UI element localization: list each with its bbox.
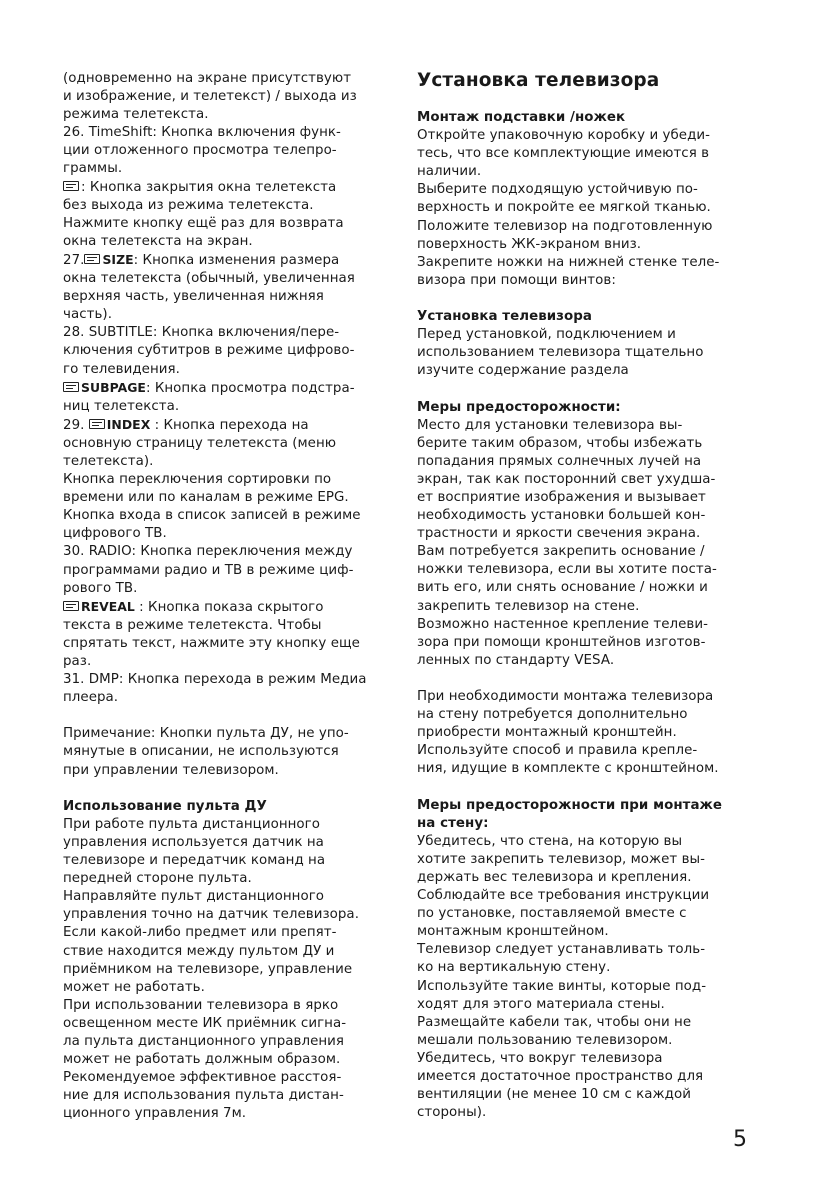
text-line: визора при помощи винтов: bbox=[417, 272, 616, 288]
teletext-index-icon bbox=[89, 419, 105, 429]
teletext-reveal-icon bbox=[63, 601, 79, 611]
text-line: приобрести монтажный кронштейн. bbox=[417, 725, 677, 741]
page-number: 5 bbox=[733, 1127, 747, 1152]
text-line: Закрепите ножки на нижней стенке теле- bbox=[417, 254, 720, 270]
text-line: Соблюдайте все требования инструкции bbox=[417, 888, 710, 904]
text-line: вентиляции (не менее 10 см с каждой bbox=[417, 1087, 691, 1103]
text-line: тесь, что все комплектующие имеются в bbox=[417, 146, 710, 162]
teletext-p6 bbox=[63, 617, 399, 707]
text-line: ножки телевизора, если вы хотите поста- bbox=[417, 562, 717, 578]
text-line: основную страницу телетекста (меню bbox=[63, 435, 337, 451]
remote-paragraph bbox=[63, 816, 399, 1124]
reveal-line: REVEAL : Кнопка показа скрытого bbox=[63, 598, 399, 617]
text-line: ко на вертикальную стену. bbox=[417, 960, 611, 976]
text-line: мянутые в описании, не используются bbox=[63, 744, 339, 760]
text-line: окна телетекста на экран. bbox=[63, 233, 253, 249]
text-line: Рекомендуемое эффективное расстоя- bbox=[63, 1070, 342, 1086]
text-line: зора при помощи кронштейнов изготов- bbox=[417, 634, 706, 650]
text-line: Используйте такие винты, которые под- bbox=[417, 978, 707, 994]
text-line: программами радио и ТВ в режиме циф- bbox=[63, 562, 354, 578]
text-line: может не работать. bbox=[63, 979, 205, 995]
caution-heading: Меры предосторожности: bbox=[417, 399, 621, 415]
text-line: верхность и покройте ее мягкой тканью. bbox=[417, 200, 711, 216]
text-line: Размещайте кабели так, чтобы они не bbox=[417, 1014, 692, 1030]
text-line: текста в режиме телетекста. Чтобы bbox=[63, 617, 322, 633]
stand-heading: Монтаж подставки /ножек bbox=[417, 110, 626, 125]
section-title: Установка телевизора bbox=[417, 70, 660, 91]
text-line: закрепить телевизор на стене. bbox=[417, 598, 640, 614]
text-line: Откройте упаковочную коробку и убеди- bbox=[417, 128, 711, 144]
text-line: Убедитесь, что вокруг телевизора bbox=[417, 1050, 663, 1066]
text-line: Вам потребуется закрепить основание / bbox=[417, 544, 705, 560]
text-line: ленных по стандарту VESA. bbox=[417, 652, 615, 668]
text-line: Возможно настенное крепление телеви- bbox=[417, 616, 709, 632]
text-line: мешали пользованию телевизором. bbox=[417, 1032, 673, 1048]
text-line: При необходимости монтажа телевизора bbox=[417, 689, 714, 704]
text-line: телевизоре и передатчик команд на bbox=[63, 853, 326, 869]
text-line: Меры предосторожности при монтаже bbox=[417, 797, 723, 813]
text-line: ствие находится между пультом ДУ и bbox=[63, 943, 335, 959]
text-line: управления используется датчик на bbox=[63, 834, 324, 850]
remote-heading: Использование пульта ДУ bbox=[63, 798, 267, 814]
text-line: 30. RADIO: Кнопка переключения между bbox=[63, 544, 353, 560]
wall-caution-paragraph bbox=[417, 833, 757, 1123]
text-line: часть). bbox=[63, 307, 113, 323]
text-line: имеется достаточное пространство для bbox=[417, 1068, 704, 1084]
text-line: необходимость установки большей кон- bbox=[417, 508, 706, 524]
text-line: использованием телевизора тщательно bbox=[417, 345, 704, 361]
text-line: (одновременно на экране присутствуют bbox=[63, 71, 352, 86]
text-line: верхняя часть, увеличенная нижняя bbox=[63, 289, 324, 305]
text-line: 26. TimeShift: Кнопка включения функ- bbox=[63, 125, 341, 141]
right-column bbox=[417, 70, 757, 1122]
install-paragraph bbox=[417, 326, 757, 380]
text-line: ния, идущие в комплекте с кронштейном. bbox=[417, 761, 719, 777]
text-line: Примечание: Кнопки пульта ДУ, не упо- bbox=[63, 726, 349, 742]
text-line: Кнопка переключения сортировки по bbox=[63, 472, 332, 488]
wall-caution-heading bbox=[417, 797, 757, 833]
note-paragraph bbox=[63, 725, 399, 779]
caution-paragraph bbox=[417, 417, 757, 670]
text-line: Положите телевизор на подготовленную bbox=[417, 218, 713, 234]
text-line: Если какой-либо предмет или препят- bbox=[63, 925, 337, 941]
text-line: При работе пульта дистанционного bbox=[63, 816, 320, 832]
text-line: 31. DMP: Кнопка перехода в режим Медиа bbox=[63, 672, 367, 688]
text-line: попадания прямых солнечных лучей на bbox=[417, 453, 702, 469]
text-line: го телевидения. bbox=[63, 361, 180, 377]
subpage-line: SUBPAGE: Кнопка просмотра подстра- bbox=[63, 379, 399, 398]
text-line: времени или по каналам в режиме EPG. bbox=[63, 490, 349, 506]
text-line: наличии. bbox=[417, 164, 482, 180]
text-line: Кнопка входа в список записей в режиме bbox=[63, 508, 361, 524]
text-line: ционного управления 7м. bbox=[63, 1106, 247, 1122]
text-line: Направляйте пульт дистанционного bbox=[63, 889, 325, 905]
left-column bbox=[63, 70, 399, 1123]
text-line: хотите закрепить телевизор, может вы- bbox=[417, 851, 706, 867]
text-line: режима телетекста. bbox=[63, 107, 209, 123]
teletext-cancel-icon bbox=[63, 181, 79, 191]
text-line: приёмником на телевизоре, управление bbox=[63, 961, 353, 977]
text-line: при управлении телевизором. bbox=[63, 762, 279, 778]
text-line: ниц телетекста. bbox=[63, 398, 180, 414]
text-line: телетекста). bbox=[63, 453, 154, 469]
teletext-size-icon bbox=[84, 254, 100, 264]
text-line: и изображение, и телетекст) / выхода из bbox=[63, 89, 357, 105]
stand-paragraph bbox=[417, 127, 757, 290]
size-line: 27. SIZE: Кнопка изменения размера bbox=[63, 251, 340, 268]
text-line: без выхода из режима телетекста. bbox=[63, 197, 314, 213]
cancel-line: : Кнопка закрытия окна телетекста bbox=[63, 179, 399, 197]
text-line: граммы. bbox=[63, 161, 123, 177]
index-line: 29. INDEX : Кнопка перехода на bbox=[63, 416, 309, 433]
text-line: спрятать текст, нажмите эту кнопку еще bbox=[63, 635, 360, 651]
text-line: поверхность ЖК-экраном вниз. bbox=[417, 236, 642, 252]
text-line: держать вес телевизора и крепления. bbox=[417, 869, 692, 885]
install-heading: Установка телевизора bbox=[417, 309, 592, 325]
text-line: ла пульта дистанционного управления bbox=[63, 1033, 345, 1049]
teletext-p3 bbox=[63, 270, 399, 379]
text-line: плеера. bbox=[63, 690, 119, 706]
text-line: на стену: bbox=[417, 815, 489, 831]
text-line: Используйте способ и правила крепле- bbox=[417, 743, 698, 759]
text-line: освещенном месте ИК приёмник сигна- bbox=[63, 1015, 347, 1031]
text-line: трастности и яркости свечения экрана. bbox=[417, 526, 701, 542]
text-line: ние для использования пульта дистан- bbox=[63, 1088, 344, 1104]
text-line: раз. bbox=[63, 654, 92, 669]
teletext-p5 bbox=[63, 435, 399, 598]
text-line: Нажмите кнопку ещё раз для возврата bbox=[63, 215, 344, 231]
text-line: 28. SUBTITLE: Кнопка включения/пере- bbox=[63, 325, 340, 341]
text-line: Выберите подходящую устойчивую по- bbox=[417, 182, 698, 198]
wall-paragraph bbox=[417, 688, 757, 778]
text-line: ет восприятие изображения и вызывает bbox=[417, 489, 706, 505]
teletext-subpage-icon bbox=[63, 382, 79, 392]
text-line: берите таким образом, чтобы избежать bbox=[417, 435, 703, 451]
text-line: может не работать должным образом. bbox=[63, 1052, 341, 1068]
text-line: вить его, или снять основание / ножки и bbox=[417, 580, 708, 596]
text-line: передней стороне пульта. bbox=[63, 871, 252, 887]
text-line: Перед установкой, подключением и bbox=[417, 327, 676, 343]
text-line: изучите содержание раздела bbox=[417, 363, 629, 379]
text-line: на стену потребуется дополнительно bbox=[417, 707, 688, 723]
teletext-p4 bbox=[63, 398, 399, 416]
text-line: по установке, поставляемой вместе с bbox=[417, 906, 687, 922]
teletext-p1 bbox=[63, 70, 399, 179]
text-line: стороны). bbox=[417, 1105, 487, 1121]
text-line: ции отложенного просмотра телепро- bbox=[63, 143, 337, 159]
text-line: Место для установки телевизора вы- bbox=[417, 417, 683, 433]
text-line: монтажным кронштейном. bbox=[417, 924, 609, 940]
text-line: Телевизор следует устанавливать толь- bbox=[417, 942, 706, 958]
text-line: При использовании телевизора в ярко bbox=[63, 997, 339, 1013]
teletext-p2 bbox=[63, 197, 399, 251]
text-line: цифрового ТВ. bbox=[63, 526, 167, 542]
text-line: ключения субтитров в режиме цифрово- bbox=[63, 343, 355, 359]
text-line: ходят для этого материала стены. bbox=[417, 996, 665, 1012]
text-line: окна телетекста (обычный, увеличенная bbox=[63, 271, 355, 287]
text-line: Убедитесь, что стена, на которую вы bbox=[417, 833, 683, 849]
text-line: экран, так как посторонний свет ухудша- bbox=[417, 471, 716, 487]
text-line: управления точно на датчик телевизора. bbox=[63, 907, 359, 923]
text-line: рового ТВ. bbox=[63, 580, 138, 596]
